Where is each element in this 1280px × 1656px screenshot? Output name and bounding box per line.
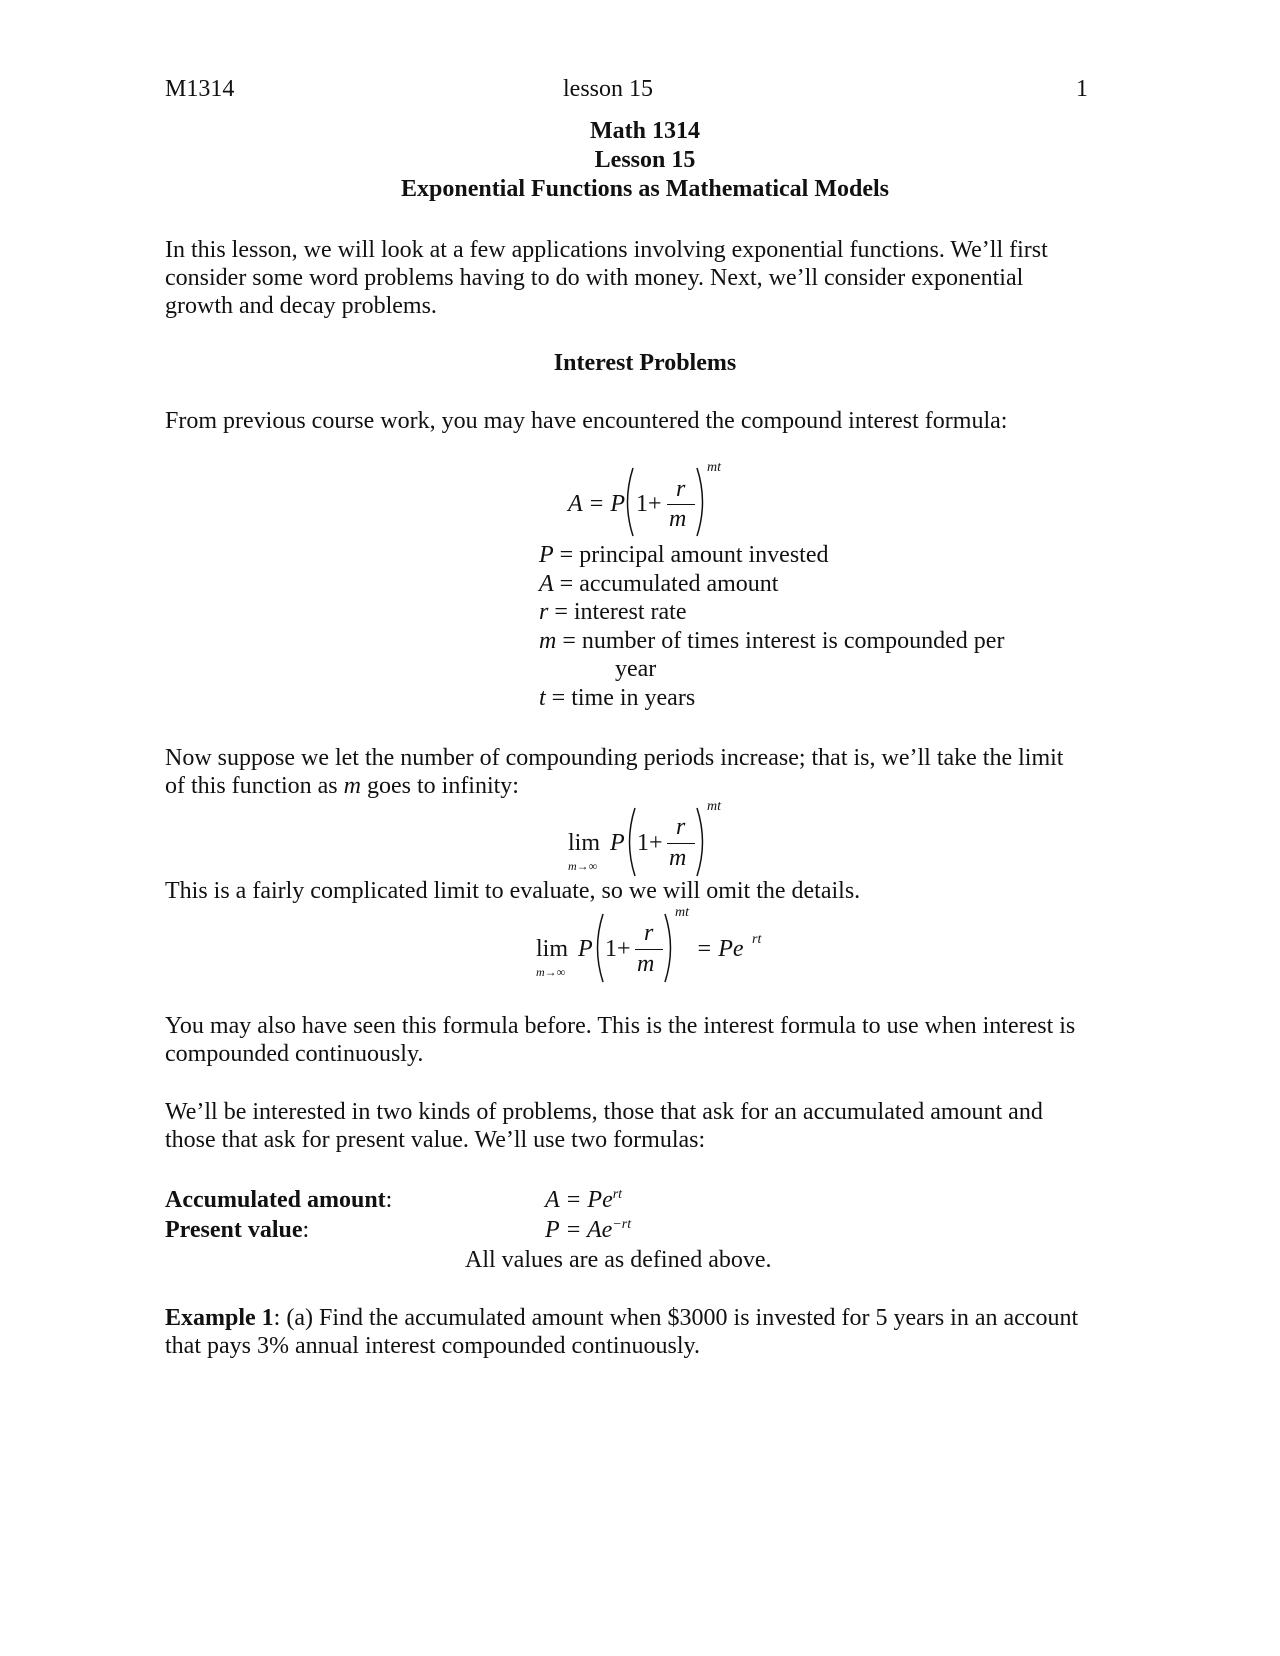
- limit-comment: This is a fairly complicated limit to evaluate, so we will omit the details.: [165, 878, 861, 904]
- limit-principal: P: [610, 830, 625, 856]
- right-paren-icon: [695, 466, 709, 538]
- intro-line: In this lesson, we will look at a few applications involving exponential functions. We’ll first: [165, 237, 1048, 263]
- left-paren-icon: [591, 912, 605, 984]
- lim-operator: lim: [536, 936, 569, 962]
- definition-var: t: [539, 684, 546, 711]
- limit-denominator: m: [637, 951, 655, 977]
- left-paren-icon: [623, 806, 637, 878]
- limit-numerator: r: [644, 920, 654, 946]
- present-value-label: Present value:: [165, 1217, 310, 1243]
- left-paren-icon: [621, 466, 635, 538]
- limit-numerator: r: [676, 814, 686, 840]
- right-paren-icon: [663, 912, 677, 984]
- definition-text: = accumulated amount: [553, 570, 779, 597]
- page-number: 1: [1076, 76, 1088, 102]
- limit-intro-line: Now suppose we let the number of compounding periods increase; that is, we’ll take the limit: [165, 745, 1064, 771]
- two-kinds-line: those that ask for present value. We’ll use two formulas:: [165, 1127, 706, 1153]
- topic-title: Exponential Functions as Mathematical Models: [400, 176, 889, 202]
- course-title: Math 1314: [590, 118, 700, 144]
- course-code: M1314: [165, 76, 235, 102]
- right-paren-icon: [695, 806, 709, 878]
- definition-text: = time in years: [545, 684, 696, 711]
- definition-item: [539, 684, 1004, 713]
- limit-exponent: mt: [675, 905, 689, 920]
- intro-line: growth and decay problems.: [165, 293, 437, 319]
- limit-result: = Pe: [696, 936, 744, 962]
- accumulated-amount-label: Accumulated amount:: [165, 1187, 393, 1213]
- definition-var: P: [539, 542, 554, 568]
- definition-item: [539, 627, 1004, 656]
- section-heading: Interest Problems: [553, 350, 737, 376]
- formula-exponent: rt: [612, 1187, 623, 1202]
- formula-numerator: r: [676, 476, 686, 502]
- formula-exponent: mt: [707, 460, 721, 475]
- definition-item: [539, 655, 1004, 684]
- limit-denominator: m: [669, 845, 687, 871]
- limit-intro: [165, 744, 1063, 800]
- formula-denominator: m: [669, 506, 687, 532]
- note-line: You may also have seen this formula before. This is the interest formula to use when interest is: [165, 1013, 1076, 1039]
- definition-text: = interest rate: [548, 599, 687, 625]
- formula-exponent: −rt: [612, 1217, 632, 1232]
- limit-intro-line: of this function as m goes to infinity:: [165, 773, 519, 799]
- definition-item: [539, 598, 1004, 627]
- limit-result-exponent: rt: [752, 932, 762, 947]
- lim-subscript: m→∞: [568, 859, 598, 873]
- limit-exponent: mt: [707, 799, 721, 814]
- intro-line: consider some word problems having to do with money. Next, we’ll consider exponential: [165, 265, 1024, 291]
- intro-paragraph: [165, 236, 1048, 320]
- lim-subscript: m→∞: [536, 965, 566, 979]
- definition-var: m: [539, 627, 557, 654]
- definition-item: [539, 570, 1004, 599]
- example-line: Example 1: (a) Find the accumulated amount when $3000 is invested for 5 years in an account: [165, 1305, 1079, 1331]
- definition-text: = principal amount invested: [553, 542, 829, 568]
- definition-text: = number of times interest is compounded per: [556, 627, 1005, 654]
- two-kinds-paragraph: [165, 1098, 1043, 1154]
- definition-var: r: [539, 599, 549, 625]
- lim-operator: lim: [568, 830, 601, 856]
- limit-one-plus: 1+: [605, 936, 631, 962]
- limit-expression: [568, 799, 748, 878]
- limit-principal: P: [578, 936, 593, 962]
- variable-definitions: [539, 541, 1004, 712]
- formula-intro: From previous course work, you may have encountered the compound interest formula:: [165, 408, 1008, 434]
- two-kinds-line: We’ll be interested in two kinds of problems, those that ask for an accumulated amount and: [165, 1099, 1043, 1125]
- definition-item: [539, 541, 1004, 570]
- example-1: [165, 1304, 1078, 1360]
- continuous-note: [165, 1012, 1075, 1068]
- limit-one-plus: 1+: [637, 830, 663, 856]
- example-line: that pays 3% annual interest compounded continuously.: [165, 1333, 700, 1359]
- definition-var: A: [539, 570, 554, 597]
- formulas-note: All values are as defined above.: [465, 1247, 772, 1273]
- note-line: compounded continuously.: [165, 1041, 424, 1067]
- limit-result-expression: [536, 905, 776, 984]
- formula-one-plus: 1+: [636, 491, 662, 517]
- present-value-formula: $P = Ae^{-rt}$: [545, 1217, 632, 1243]
- compound-interest-formula: [568, 460, 748, 538]
- lesson-label: lesson 15: [563, 76, 653, 102]
- example-label: Example 1: [165, 1305, 274, 1331]
- definition-text: year: [615, 656, 657, 682]
- formula-lhs: A = P: [568, 491, 626, 517]
- accumulated-amount-formula: $A = Pe^{rt}$: [545, 1187, 623, 1213]
- lesson-title: Lesson 15: [594, 147, 696, 173]
